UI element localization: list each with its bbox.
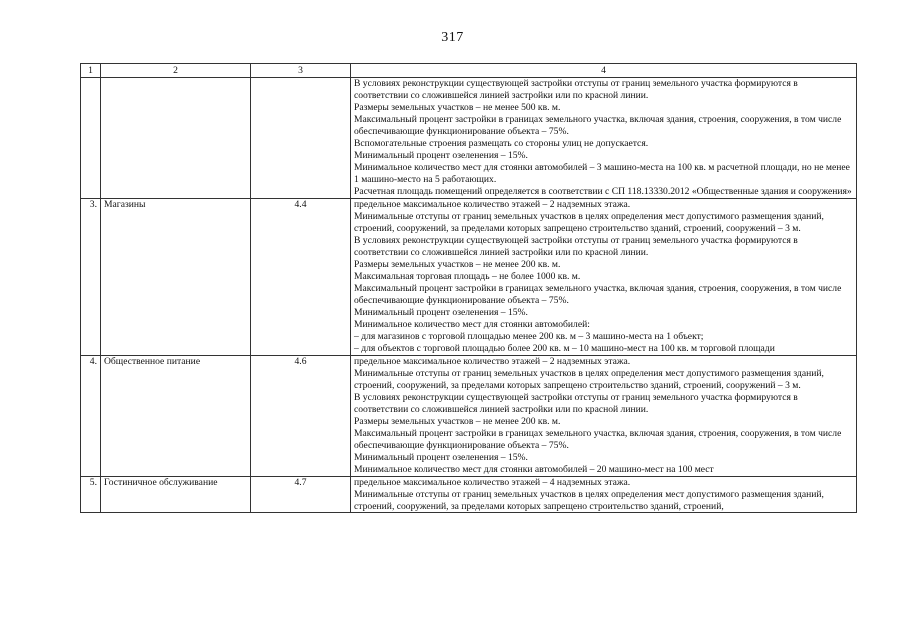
land-use-type: [101, 78, 251, 199]
parameter-text: Максимальная торговая площадь – не более 1000 кв. м.: [354, 271, 581, 282]
table-header-row: [81, 64, 857, 78]
parameters-cell: [351, 199, 857, 356]
land-use-type: Магазины: [101, 199, 251, 356]
column-header: 2: [101, 64, 251, 78]
parameter-text: Минимальный процент озеленения – 15%.: [354, 307, 528, 318]
parameter-text: – для объектов с торговой площадью более 200 кв. м – 10 машино-мест на 100 кв. м торговой площади: [354, 343, 775, 354]
parameter-text: В условиях реконструкции существующей застройки отступы от границ земельного участка формируются в соответствии со сложившейся линией застройки или по красной линии.: [354, 392, 798, 415]
land-use-type: Гостиничное обслуживание: [101, 477, 251, 513]
parameter-text: предельное максимальное количество этажей – 2 надземных этажа.: [354, 199, 631, 210]
parameter-text: В условиях реконструкции существующей застройки отступы от границ земельного участка формируются в соответствии со сложившейся линией застройки или по красной линии.: [354, 78, 798, 101]
parameter-text: Размеры земельных участков – не менее 500 кв. м.: [354, 102, 561, 113]
parameter-text: Размеры земельных участков – не менее 200 кв. м.: [354, 259, 561, 270]
land-use-code: 4.4: [251, 199, 351, 356]
parameter-text: Минимальный процент озеленения – 15%.: [354, 150, 528, 161]
parameters-cell: [351, 477, 857, 513]
page-number: 317: [441, 30, 464, 45]
parameter-text: Минимальное количество мест для стоянки автомобилей – 20 машино-мест на 100 мест: [354, 464, 714, 475]
parameter-text: Минимальный процент озеленения – 15%.: [354, 452, 528, 463]
land-use-code: 4.6: [251, 356, 351, 477]
parameter-text: Минимальные отступы от границ земельных участков в целях определения мест допустимого размещения зданий, строений, сооружений, за пределами которых запрещено строительство зданий, строений, сооружений – 3 м.: [354, 368, 824, 391]
parameters-cell: [351, 78, 857, 199]
column-header: 3: [251, 64, 351, 78]
row-number: 3.: [81, 199, 101, 356]
parameter-text: – для магазинов с торговой площадью менее 200 кв. м – 3 машино-места на 1 объект;: [354, 331, 704, 342]
land-use-code: 4.7: [251, 477, 351, 513]
parameter-text: Максимальный процент застройки в границах земельного участка, включая здания, строения, сооружения, в том числе обеспечивающие функционирование объекта – 75%.: [354, 114, 842, 137]
parameter-text: Вспомогательные строения размещать со стороны улиц не допускается.: [354, 138, 649, 149]
regulations-table: [80, 63, 857, 513]
table-row: [81, 477, 857, 513]
parameter-text: предельное максимальное количество этажей – 2 надземных этажа.: [354, 356, 631, 367]
parameter-text: Минимальные отступы от границ земельных участков в целях определения мест допустимого размещения зданий, строений, сооружений, за пределами которых запрещено строительство зданий, строений, сооружений – 3 м.: [354, 211, 824, 234]
parameter-text: Минимальное количество мест для стоянки автомобилей – 3 машино-места на 100 кв. м расчетной площади, но не менее 1 машино-место на 5 работающих.: [354, 162, 850, 185]
land-use-code: [251, 78, 351, 199]
row-number: 4.: [81, 356, 101, 477]
table-row: [81, 199, 857, 356]
parameter-text: Максимальный процент застройки в границах земельного участка, включая здания, строения, сооружения, в том числе обеспечивающие функционирование объекта – 75%.: [354, 428, 842, 451]
column-header: 1: [81, 64, 101, 78]
table-row: [81, 356, 857, 477]
parameters-cell: [351, 356, 857, 477]
parameter-text: В условиях реконструкции существующей застройки отступы от границ земельного участка формируются в соответствии со сложившейся линией застройки или по красной линии.: [354, 235, 798, 258]
parameter-text: Расчетная площадь помещений определяется в соответствии с СП 118.13330.2012 «Общественные здания и сооружения»: [354, 186, 852, 197]
table-row: [81, 78, 857, 199]
row-number: [81, 78, 101, 199]
land-use-type: Общественное питание: [101, 356, 251, 477]
parameter-text: Размеры земельных участков – не менее 200 кв. м.: [354, 416, 561, 427]
parameter-text: Минимальное количество мест для стоянки автомобилей:: [354, 319, 590, 330]
parameter-text: предельное максимальное количество этажей – 4 надземных этажа.: [354, 477, 631, 488]
column-header: 4: [351, 64, 857, 78]
parameter-text: Максимальный процент застройки в границах земельного участка, включая здания, строения, сооружения, в том числе обеспечивающие функционирование объекта – 75%.: [354, 283, 842, 306]
parameter-text: Минимальные отступы от границ земельных участков в целях определения мест допустимого размещения зданий, строений, сооружений, за пределами которых запрещено строительство зданий, строений,: [354, 489, 824, 512]
row-number: 5.: [81, 477, 101, 513]
